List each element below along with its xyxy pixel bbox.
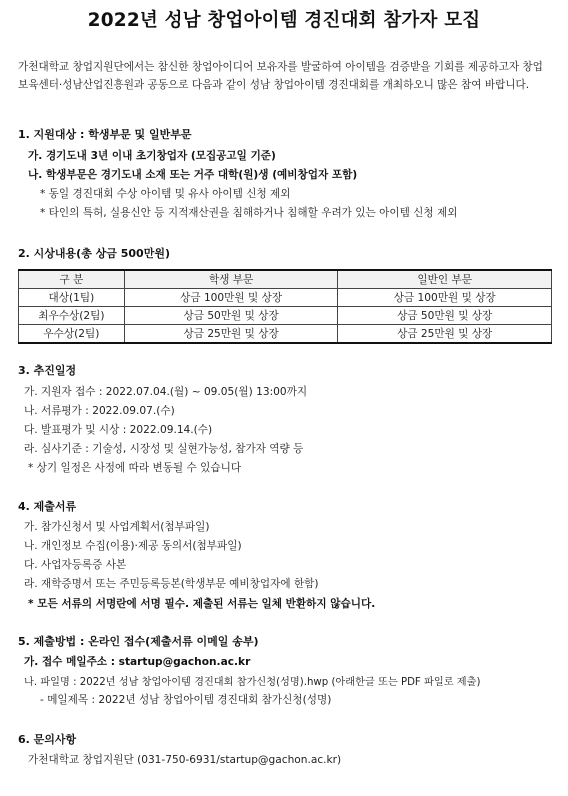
s6-contact: 가천대학교 창업지원단 (031-750-6931/startup@gachon.ac.kr)	[28, 754, 342, 766]
section-3-heading: 3. 추진일정	[18, 364, 77, 377]
table-row	[19, 325, 552, 344]
table-cell: 상금 50만원 및 상장	[338, 307, 552, 325]
s4-item-c: 다. 사업자등록증 사본	[24, 559, 127, 571]
table-cell: 상금 100만원 및 상장	[338, 289, 552, 307]
s4-item-d: 라. 재학증명서 또는 주민등록등본(학생부문 예비창업자에 한함)	[24, 578, 319, 590]
table-header: 일반인 부문	[338, 270, 552, 289]
s4-item-a: 가. 참가신청서 및 사업계획서(첨부파일)	[24, 521, 210, 533]
table-cell: 대상(1팀)	[19, 289, 125, 307]
s3-item-d: 라. 심사기준 : 기술성, 시장성 및 실현가능성, 참가자 역량 등	[24, 443, 304, 455]
page-title: 2022년 성남 창업아이템 경진대회 참가자 모집	[87, 10, 481, 31]
table-row	[19, 289, 552, 307]
s5-item-a: 가. 접수 메일주소 : startup@gachon.ac.kr	[24, 656, 251, 668]
s5-item-c: - 메일제목 : 2022년 성남 창업아이템 경진대회 참가신청(성명)	[40, 694, 332, 706]
section-2-heading: 2. 시상내용(총 상금 500만원)	[18, 247, 170, 260]
s1-item-a: 가. 경기도내 3년 이내 초기창업자 (모집공고일 기준)	[28, 150, 276, 162]
table-cell: 상금 25만원 및 상장	[124, 325, 338, 344]
table-cell: 최우수상(2팀)	[19, 307, 125, 325]
table-cell: 상금 50만원 및 상장	[124, 307, 338, 325]
section-6-heading: 6. 문의사항	[18, 733, 77, 746]
table-cell: 상금 100만원 및 상장	[124, 289, 338, 307]
s1-item-b: 나. 학생부문은 경기도내 소재 또는 거주 대학(원)생 (예비창업자 포함)	[28, 169, 358, 181]
table-header-row	[19, 270, 552, 289]
section-5-heading: 5. 제출방법 : 온라인 접수(제출서류 이메일 송부)	[18, 635, 259, 648]
s5-item-b: 나. 파일명 : 2022년 성남 창업아이템 경진대회 참가신청(성명).hwp (아래한글 또는 PDF 파일로 제출)	[24, 677, 481, 688]
s3-item-b: 나. 서류평가 : 2022.09.07.(수)	[24, 405, 175, 417]
table-row	[19, 307, 552, 325]
intro-paragraph: 가천대학교 창업지원단에서는 참신한 창업아이디어 보유자를 발굴하여 아이템을 검증받을 기회를 제공하고자 창업보육센터·성남산업진흥원과 공동으로 다음과 같이 성남 창업아이템 경진대회를 개최하오니 많은 참여 바랍니다.	[18, 61, 543, 91]
s3-note: * 상기 일정은 사정에 따라 변동될 수 있습니다	[28, 462, 242, 474]
s1-note-2: * 타인의 특허, 실용신안 등 지적재산권을 침해하거나 침해할 우려가 있는 아이템 신청 제외	[40, 207, 458, 219]
s3-item-a: 가. 지원자 접수 : 2022.07.04.(월) ~ 09.05(월) 13:00까지	[24, 386, 308, 398]
section-4-heading: 4. 제출서류	[18, 500, 77, 513]
s4-item-b: 나. 개인정보 수집(이용)·제공 동의서(첨부파일)	[24, 540, 242, 552]
section-1-heading: 1. 지원대상 : 학생부문 및 일반부문	[18, 128, 192, 141]
table-cell: 상금 25만원 및 상장	[338, 325, 552, 344]
awards-table	[18, 269, 552, 344]
table-cell: 우수상(2팀)	[19, 325, 125, 344]
s3-item-c: 다. 발표평가 및 시상 : 2022.09.14.(수)	[24, 424, 213, 436]
table-header: 학생 부문	[124, 270, 338, 289]
s1-note-1: * 동일 경진대회 수상 아이템 및 유사 아이템 신청 제외	[40, 188, 291, 200]
s4-note: * 모든 서류의 서명란에 서명 필수. 제출된 서류는 일체 반환하지 않습니다.	[28, 598, 376, 610]
table-header: 구 분	[19, 270, 125, 289]
